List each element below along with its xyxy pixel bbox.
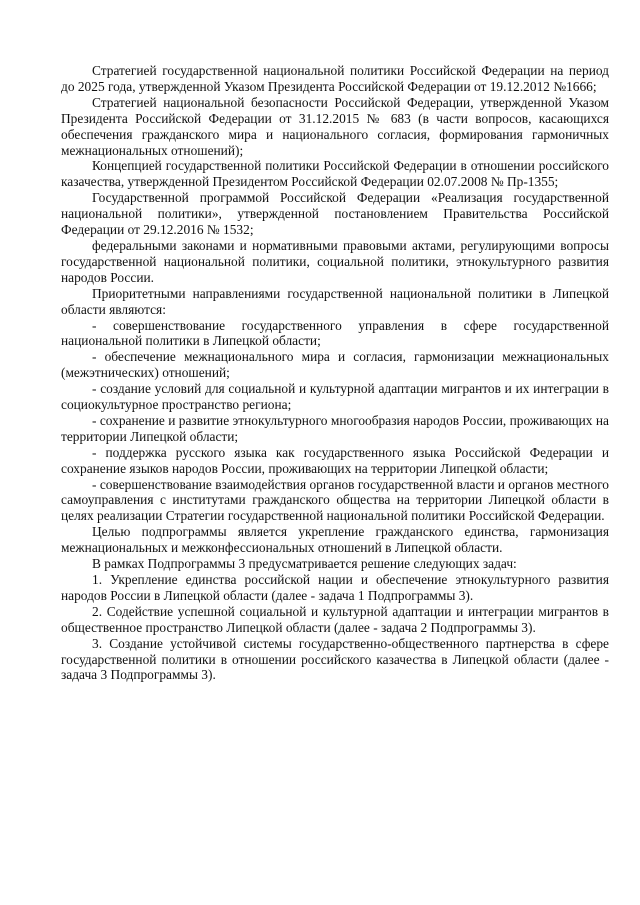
list-item-priority-2: - обеспечение межнационального мира и согласия, гармонизации межнациональных (межэтнических) отношений; xyxy=(61,349,609,381)
paragraph-federal-laws: федеральными законами и нормативными правовыми актами, регулирующими вопросы государственной национальной политики, социальной политики, этнокультурного развития народов России. xyxy=(61,237,609,285)
list-item-task-1: 1. Укрепление единства российской нации и обеспечение этнокультурного развития народов России в Липецкой области (далее - задача 1 Подпрограммы 3). xyxy=(61,572,609,603)
document-body xyxy=(61,63,609,683)
list-item-priority-6: - совершенствование взаимодействия органов государственной власти и органов местного самоуправления с институтами гражданского общества на территории Липецкой области в целях реализации Стратегии государственной национальной политики Российской Федерации. xyxy=(61,476,609,524)
paragraph-cossack-concept: Концепцией государственной политики Российской Федерации в отношении российского казачества, утвержденной Президентом Российской Федерации 02.07.2008 № Пр-1355; xyxy=(61,158,609,190)
paragraph-state-program: Государственной программой Российской Федерации «Реализация государственной национальной политики», утвержденной постановлением Правительства Российской Федерации от 29.12.2016 № 1532; xyxy=(61,190,609,238)
paragraph-priorities-intro: Приоритетными направлениями государственной национальной политики в Липецкой области являются: xyxy=(61,285,609,317)
list-item-priority-1: - совершенствование государственного управления в сфере государственной национальной политики в Липецкой области; xyxy=(61,317,609,349)
list-item-task-2: 2. Содействие успешной социальной и культурной адаптации и интеграции мигрантов в общественное пространство Липецкой области (далее - задача 2 Подпрограммы 3). xyxy=(61,603,609,635)
list-item-priority-5: - поддержка русского языка как государственного языка Российской Федерации и сохранение языков народов России, проживающих на территории Липецкой области; xyxy=(61,444,609,476)
paragraph-strategy-security: Стратегией национальной безопасности Российской Федерации, утвержденной Указом Президента Российской Федерации от 31.12.2015 № 683 (в части вопросов, касающихся обеспечения гражданского мира и национального согласия, формирования гармоничных межнациональных отношений); xyxy=(61,94,609,158)
paragraph-strategy-national-policy: Стратегией государственной национальной политики Российской Федерации на период до 2025 года, утвержденной Указом Президента Российской Федерации от 19.12.2012 №1666; xyxy=(61,63,609,94)
list-item-priority-3: - создание условий для социальной и культурной адаптации мигрантов и их интеграции в социокультурное пространство региона; xyxy=(61,381,609,413)
list-item-priority-4: - сохранение и развитие этнокультурного многообразия народов России, проживающих на территории Липецкой области; xyxy=(61,412,609,444)
list-item-task-3: 3. Создание устойчивой системы государственно-общественного партнерства в сфере государственной политики в отношении российского казачества в Липецкой области (далее - задача 3 Подпрограммы 3). xyxy=(61,635,609,683)
paragraph-tasks-intro: В рамках Подпрограммы 3 предусматривается решение следующих задач: xyxy=(92,556,517,572)
paragraph-goal: Целью подпрограммы является укрепление гражданского единства, гармонизация межнациональных и межконфессиональных отношений в Липецкой области. xyxy=(61,524,609,556)
